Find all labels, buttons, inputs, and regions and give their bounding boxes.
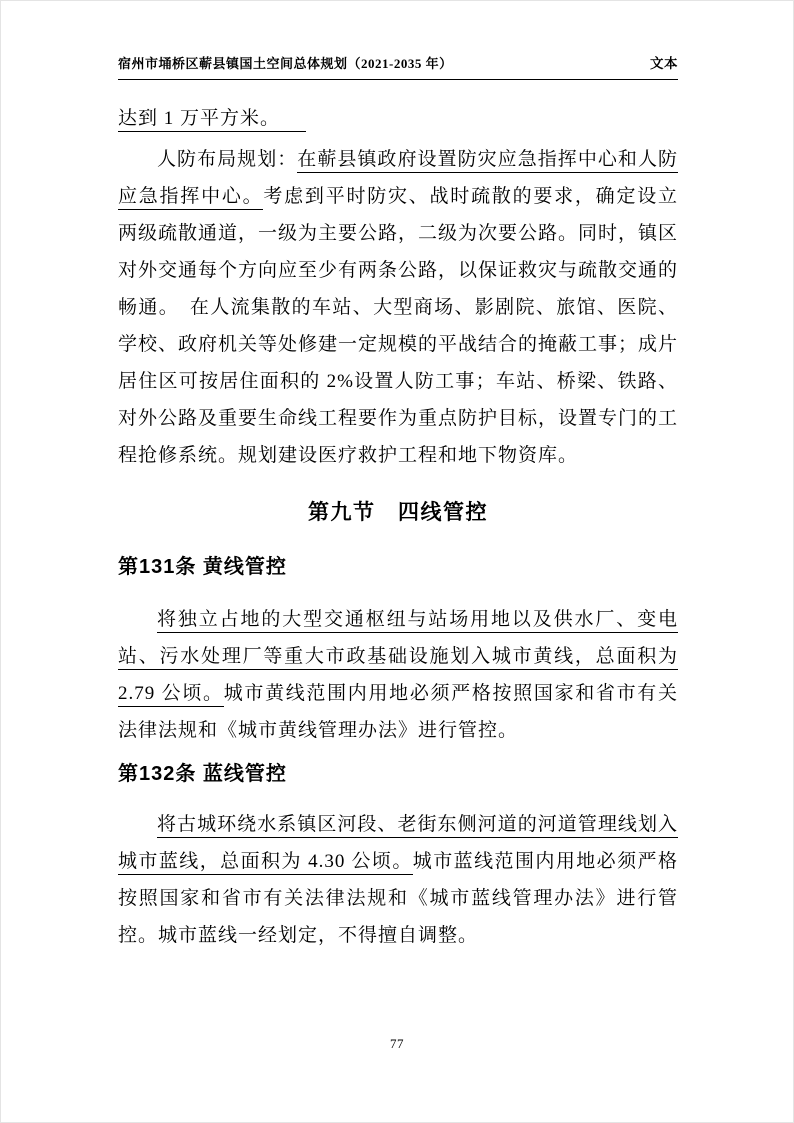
page-header (118, 52, 678, 80)
underlined-text-command-centers: 在蕲县镇政府设置防灾应急指挥中心和人防应急指挥中心。 (118, 149, 678, 210)
underlined-text-blue-line: 将古城环绕水系镇区河段、老街东侧河道的河道管理线划入城市蓝线，总面积为 4.30 公顷。 (118, 814, 678, 875)
paragraph-civil-defense-plan (118, 141, 678, 474)
article-132-body-text: 城市蓝线范围内用地必须严格按照国家和省市有关法律法规和《城市蓝线管理办法》进行管控。城市蓝线一经划定，不得擅自调整。 (118, 851, 678, 946)
underlined-text-yellow-line: 将独立占地的大型交通枢纽与站场用地以及供水厂、变电站、污水处理厂等重大市政基础设施划入城市黄线，总面积为 2.79 公顷。 (118, 609, 678, 707)
underlined-text-area-total: 达到 1 万平方米。 (118, 108, 306, 132)
article-132-heading: 第132条 蓝线管控 (118, 763, 287, 785)
paragraph-continuation (118, 100, 678, 137)
page-footer (0, 1036, 794, 1052)
section-9-heading: 第九节 四线管控 (308, 501, 488, 524)
header-doc-title: 宿州市埇桥区蕲县镇国土空间总体规划（2021-2035 年） (118, 56, 453, 71)
article-131-heading: 第131条 黄线管控 (118, 556, 287, 578)
page-number: 77 (390, 1036, 404, 1051)
paragraph-article-131-yellow-line (118, 601, 678, 749)
header-doc-type: 文本 (650, 56, 678, 71)
civil-defense-body-text: 考虑到平时防灾、战时疏散的要求，确定设立两级疏散通道，一级为主要公路，二级为次要公路。同时，镇区对外交通每个方向应至少有两条公路，以保证救灾与疏散交通的畅通。 在人流集散的车站、大型商场、影剧院、旅馆、医院、学校、政府机关等处修建一定规模的平战结合的掩蔽工事；成片居住区可按居住面积的 2%设置人防工事；车站、桥梁、铁路、对外公路及重要生命线工程要作为重点防护目标，设置专门的工程抢修系统。规划建设医疗救护工程和地下物资库。 (118, 186, 679, 466)
article-131-body-text: 城市黄线范围内用地必须严格按照国家和省市有关法律法规和《城市黄线管理办法》进行管控。 (118, 683, 678, 741)
civil-defense-lead-text: 人防布局规划： (157, 149, 298, 170)
paragraph-article-132-blue-line (118, 806, 678, 954)
